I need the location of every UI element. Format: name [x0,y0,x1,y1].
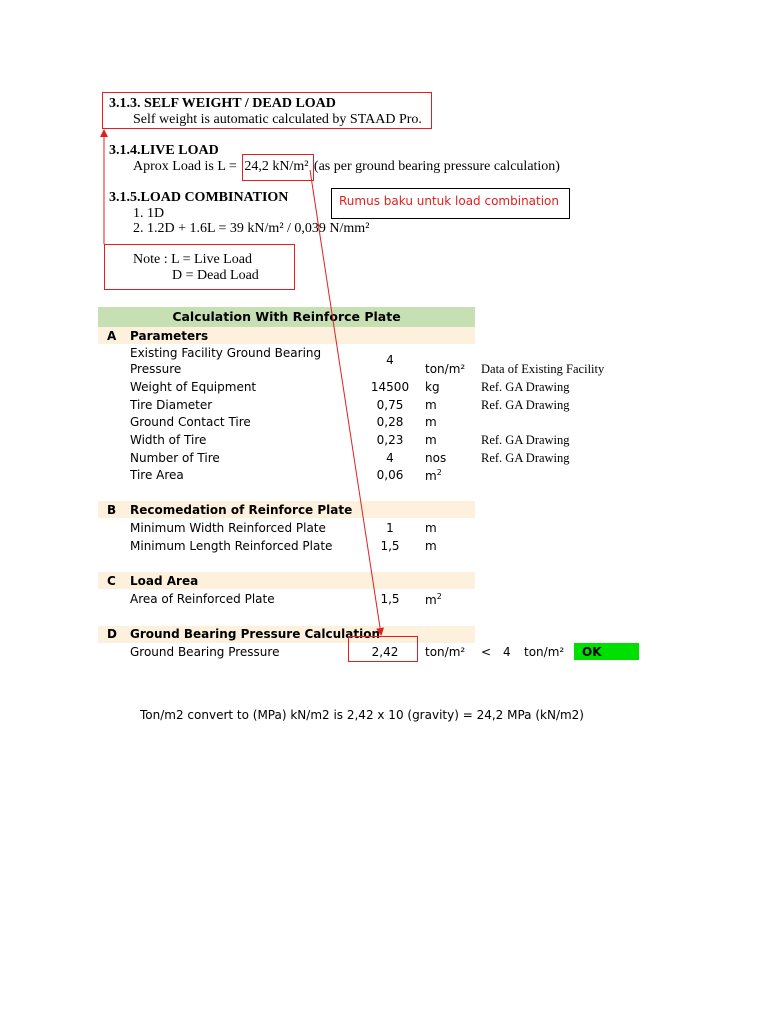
gbp-limit: 4 [503,645,511,659]
param-unit: ton/m² [425,362,466,376]
param-unit: m [425,415,437,429]
param-label: Tire Area [130,468,184,482]
status-ok-text: OK [582,645,602,659]
param-unit: nos [425,451,447,465]
conversion-note: Ton/m2 convert to (MPa) kN/m2 is 2,42 x 10 (gravity) = 24,2 MPa (kN/m2) [140,708,584,722]
section-313-heading: 3.1.3. SELF WEIGHT / DEAD LOAD [109,96,336,111]
combination-item-2: 2. 1.2D + 1.6L = 39 kN/m² / 0,039 N/mm² [133,221,370,236]
section-b-letter: B [107,503,117,517]
param-unit: kg [425,380,440,394]
plate-label: Minimum Length Reinforced Plate [130,539,333,553]
callout-text: Rumus baku untuk load combination [339,194,560,208]
table-title: Calculation With Reinforce Plate [172,309,401,324]
param-label: Width of Tire [130,433,207,447]
param-label: Pressure [130,362,182,376]
note-line-1: Note : L = Live Load [133,252,252,267]
param-value: 0,06 [376,468,404,482]
param-label: Existing Facility Ground Bearing [130,346,322,360]
param-label: Number of Tire [130,451,220,465]
param-ref: Ref. GA Drawing [481,380,570,394]
param-unit: m [425,433,437,447]
area-value: 1,5 [380,592,400,606]
plate-unit: m [425,539,437,553]
param-label: Tire Diameter [130,398,213,412]
area-label: Area of Reinforced Plate [130,592,275,606]
param-ref: Ref. GA Drawing [481,451,570,465]
unit-sup: 2 [436,468,442,477]
plate-value: 1 [386,521,394,535]
section-c-header: Load Area [130,574,199,588]
section-d-letter: D [107,627,117,641]
param-label: Weight of Equipment [130,380,257,394]
section-315-heading: 3.1.5.LOAD COMBINATION [109,190,289,205]
note-line-2: D = Dead Load [172,268,259,283]
param-ref: Ref. GA Drawing [481,398,570,412]
unit-base: m [425,593,437,607]
gbp-compare: < [481,645,492,659]
param-unit: m [425,398,437,412]
param-value: 4 [386,451,394,465]
section-b-header: Recomedation of Reinforce Plate [130,503,353,517]
live-load-value: 24,2 kN/m² [244,159,309,174]
live-load-suffix: (as per ground bearing pressure calculation) [310,159,560,174]
section-a-letter: A [107,329,117,343]
live-load-prefix: Aprox Load is L = [133,159,241,174]
unit-base: m [425,469,437,483]
unit-sup: 2 [436,592,442,601]
param-ref: Data of Existing Facility [481,362,605,376]
param-label: Ground Contact Tire [130,415,251,429]
param-value: 14500 [370,380,410,394]
gbp-label: Ground Bearing Pressure [130,645,280,659]
section-c-letter: C [107,574,116,588]
plate-unit: m [425,521,437,535]
gbp-limit-unit: ton/m² [524,645,565,659]
gbp-value: 2,42 [371,645,399,659]
param-value: 0,23 [376,433,404,447]
plate-value: 1,5 [380,539,400,553]
plate-label: Minimum Width Reinforced Plate [130,521,326,535]
combination-item-1: 1. 1D [133,206,165,221]
section-d-header: Ground Bearing Pressure Calculation [130,627,381,641]
section-313-text: Self weight is automatic calculated by STAAD Pro. [133,112,422,127]
section-a-header: Parameters [130,329,209,343]
param-ref: Ref. GA Drawing [481,433,570,447]
arrow-live-load-to-gbp [310,170,381,634]
param-value: 0,28 [376,415,404,429]
section-314-heading: 3.1.4.LIVE LOAD [109,143,219,158]
param-value: 4 [386,353,394,367]
gbp-unit: ton/m² [425,645,466,659]
param-value: 0,75 [376,398,404,412]
